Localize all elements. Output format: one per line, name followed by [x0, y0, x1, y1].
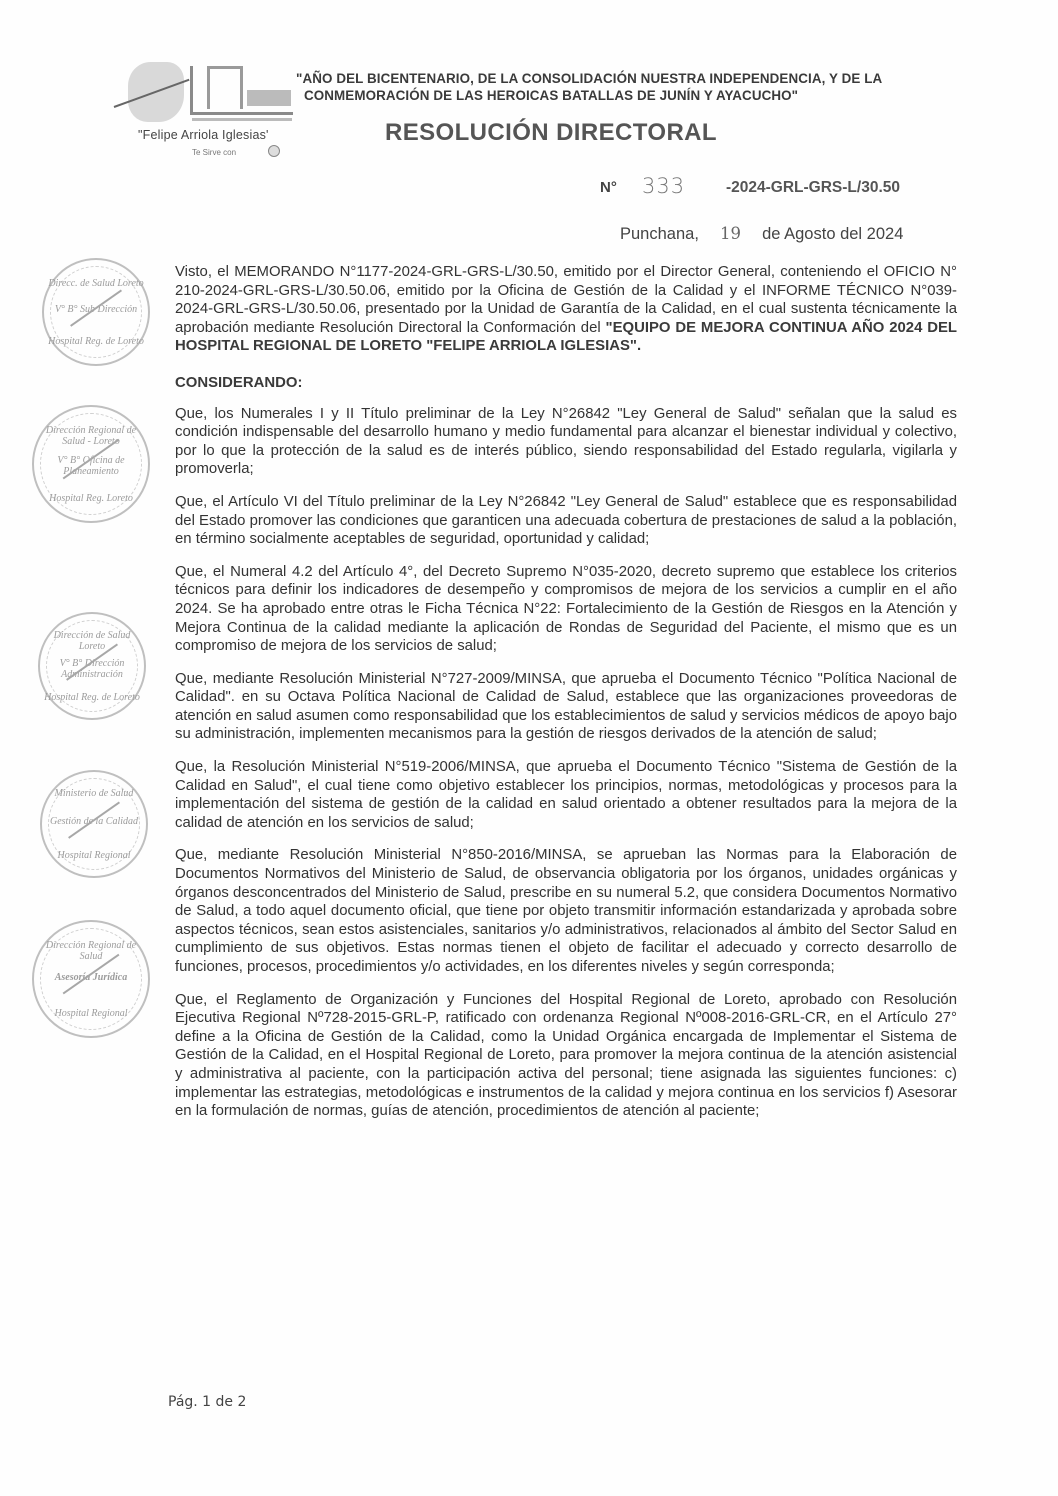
visto-text: Visto, el MEMORANDO N°1177-2024-GRL-GRS-L/30.50, emitido por el Director General, conteniendo el OFICIO N° 210-2024-GRL-GRS-L/30.50.06, emitido por la Oficina de Gestión de la Calidad y el INFORME TÉCNICO N°039-2024-GRL-GRS-L/30.50.06, presentado por la Unidad de Garantía de la Calidad, en el cual sustenta técnicamente la aprobación mediante Resolución Directoral la Conformación del: [175, 264, 957, 336]
considerando-paragraph: Que, los Numerales I y II Título preliminar de la Ley N°26842 "Ley General de Salud" señalan que la salud es condición indispensable del desarrollo humano y medio fundamental para alcanzar el bienestar individual y colectivo, por lo que la protección de la salud es de interés público, siendo responsabilidad del Estado regularla, vigilarla y promoverla;: [175, 405, 957, 478]
stamp-text: Hospital Regional: [54, 1008, 128, 1019]
stamp-2: [32, 405, 150, 523]
considerando-paragraph: Que, el Numeral 4.2 del Artículo 4°, del Decreto Supremo N°035-2020, decreto supremo que establece los criterios técnicos para definir los indicadores de desempeño y compromisos de mejora de los servicios a cumplir en el año 2024. Se ha aprobado entre otras le Ficha Técnica N°22: Fortalecimiento de la Gestión de Riesgos en la Atención y Mejora Continua de la calidad mediante la aplicación de Rondas de Seguridad del Paciente, el mismo que es un compromiso de mejora de los servicios de salud;: [175, 563, 957, 655]
considerando-paragraph: Que, el Artículo VI del Título preliminar de la Ley N°26842 "Ley General de Salud" establece que es responsabilidad del Estado promover las condiciones que garanticen una adecuada cobertura de prestaciones de salud a la población, en término socialmente aceptables de seguridad, oportunidad y calidad;: [175, 493, 957, 548]
logo-tagline: Te Sirve con: [192, 148, 237, 157]
document-date: [620, 224, 903, 244]
stamp-text: Gestión de la Calidad: [49, 816, 139, 827]
stamp-text: Hospital Regional: [57, 850, 131, 861]
date-rest: de Agosto del 2024: [762, 225, 904, 243]
emblem-icon: [268, 145, 280, 157]
document-body: [175, 263, 957, 1135]
number-suffix: -2024-GRL-GRS-L/30.50: [726, 179, 900, 196]
stamp-text: Hospital Reg. de Loreto: [44, 692, 140, 703]
considerando-paragraph: Que, mediante Resolución Ministerial N°727-2009/MINSA, que aprueba el Documento Técnico "Política Nacional de Calidad". en su Octava Política Nacional de Calidad de Salud, establece que las organizaciones proveedoras de atención en salud asumen como responsabilidad que los establecimientos de salud y servicios médicos de apoyo bajo su administración, implementen mecanismos para la gestión de riesgos derivados de la atención de salud;: [175, 670, 957, 743]
stamp-5: [32, 920, 150, 1038]
stamp-3: [38, 612, 146, 720]
considerando-paragraph: Que, el Reglamento de Organización y Funciones del Hospital Regional de Loreto, aprobado con Resolución Ejecutiva Regional Nº728-2015-GRL-P, ratificado con ordenanza Regional Nº008-2016-GRL-CR, en el Artículo 27° define a la Oficina de Gestión de la Calidad, como la Unidad Orgánica encargada de Implementar el Sistema de Gestión de la Calidad, en el Hospital Regional de Loreto, para promover la mejora continua de la atención asistencial y administrativa al paciente, con la participación activa del personal; tiene asignada las siguientes funciones: c) implementar las estrategias, metodológicas e instrumentos de la calidad y mejora continua en los servicios f) Asesorar en la formulación de normas, guías de atención, procedimientos de atención al paciente;: [175, 991, 957, 1120]
page-number: Pág. 1 de 2: [168, 1394, 247, 1410]
stamp-text: Ministerio de Salud: [54, 788, 134, 799]
stamp-text: Dirección de Salud Loreto: [53, 630, 131, 652]
stamp-4: [40, 770, 148, 878]
stamp-1: [42, 258, 150, 366]
stamp-text: V° B° Oficina de Planeamiento: [57, 455, 125, 477]
visto-paragraph: [175, 263, 957, 356]
number-label: N°: [600, 179, 617, 196]
date-place: Punchana,: [620, 225, 699, 243]
document-title: RESOLUCIÓN DIRECTORAL: [385, 119, 717, 146]
stamp-text: Dirección Regional de Salud: [45, 940, 137, 962]
stamp-text: V° B° Sub Dirección: [54, 304, 138, 315]
hospital-logo: [108, 58, 298, 168]
section-heading: CONSIDERANDO:: [175, 374, 303, 391]
visto-bold-text: "EQUIPO DE MEJORA CONTINUA AÑO 2024 DEL HOSPITAL REGIONAL DE LORETO "FELIPE ARRIOLA IGLESIAS".: [175, 319, 958, 355]
stamp-text: Direcc. de Salud Loreto: [48, 278, 144, 289]
considerando-paragraph: Que, mediante Resolución Ministerial N°850-2016/MINSA, se aprueban las Normas para la Elaboración de Documentos Normativos del Ministerio de Salud, de observancia obligatoria por los órganos, unidades orgánicas y órganos desconcentrados del Ministerio de Salud, prescribe en su numeral 5.2, que considera Documentos Normativo de Salud, a todo aquel documento oficial, que tiene por objeto transmitir información estandarizada y aprobada sobre aspectos técnicos, sean estos asistenciales, sanitarios y/o administrativos, relacionados al ámbito del Sector Salud en cumplimiento de sus objetivos. Estas normas tienen el objeto de facilitar el adecuado y correcto desarrollo de funciones, procesos, procedimientos y/o actividades, en los diferentes niveles y según corresponda;: [175, 847, 957, 975]
stamp-text: Dirección Regional de Salud - Loreto: [45, 425, 137, 447]
logo-underline: [192, 118, 292, 121]
stamp-text: Asesoría Jurídica: [54, 972, 128, 983]
considerando-paragraph: Que, la Resolución Ministerial N°519-2006/MINSA, que aprueba el Documento Técnico "Sistema de Gestión de la Calidad en Salud", el cual tiene como objetivo establecer los principios, normas, metodológicas y procesos para la implementación del sistema de gestión de la calidad en salud orientado a obtener resultados para la mejora de la calidad de atención en los servicios de salud;: [175, 759, 957, 831]
motto-line-2: CONMEMORACIÓN DE LAS HEROICAS BATALLAS DE JUNÍN Y AYACUCHO": [304, 88, 799, 103]
stamp-text: Hospital Reg. Loreto: [49, 493, 133, 504]
number-value: 333: [642, 174, 686, 198]
stamp-text: Hospital Reg. de Loreto: [48, 336, 144, 347]
logo-hospital-name: "Felipe Arriola Iglesias': [138, 128, 269, 142]
hrl-logo-mark-icon: [190, 66, 293, 115]
stamp-text: V° B° Dirección Administración: [59, 658, 125, 680]
resolution-number: [600, 176, 965, 202]
motto-line-1: "AÑO DEL BICENTENARIO, DE LA CONSOLIDACIÓN NUESTRA INDEPENDENCIA, Y DE LA: [296, 71, 883, 86]
date-day: 19: [720, 224, 741, 243]
year-motto: [296, 70, 936, 104]
